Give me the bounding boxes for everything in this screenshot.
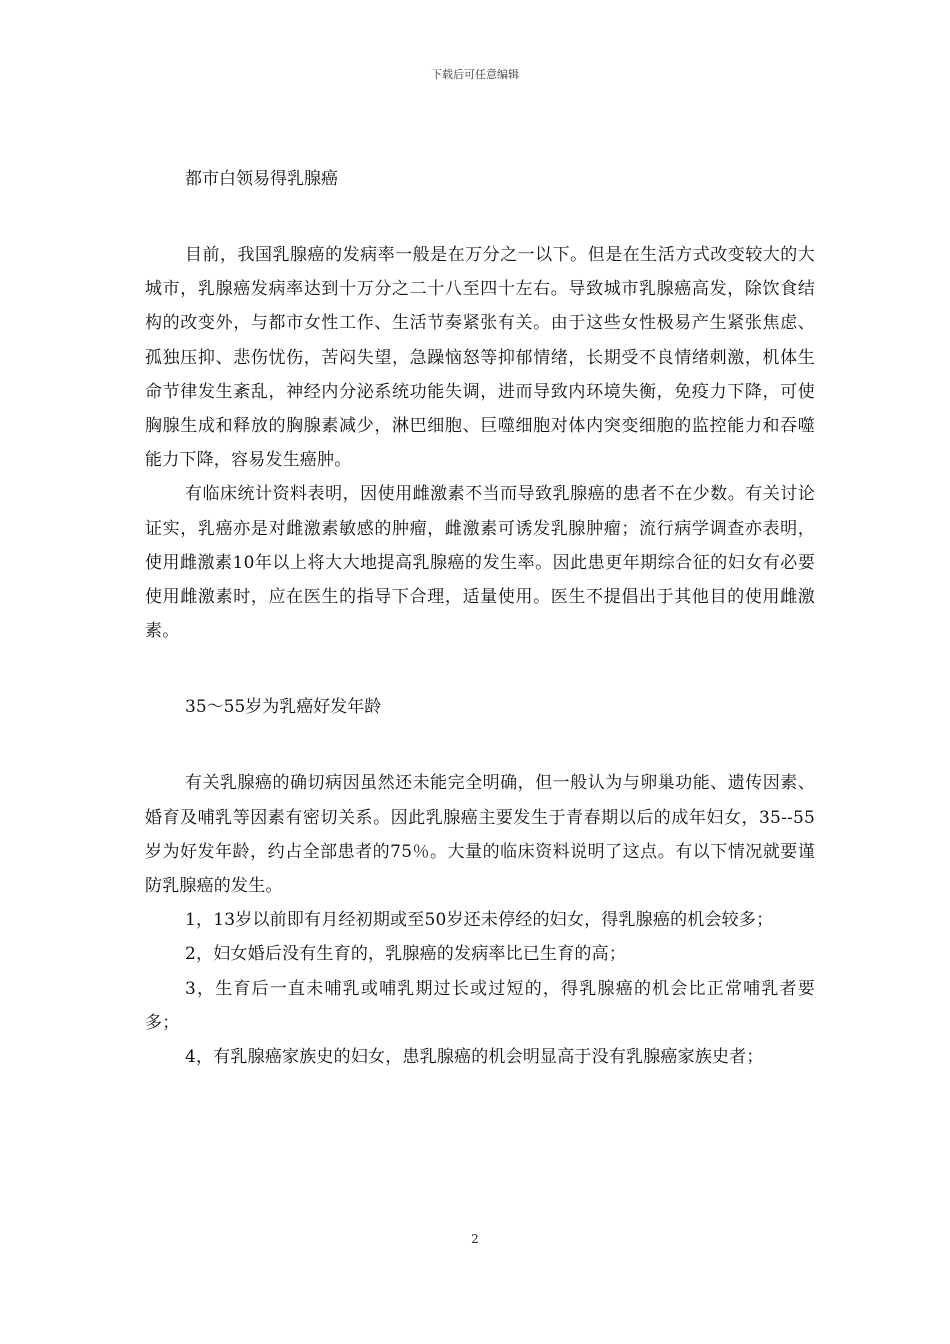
list-item: 2，妇女婚后没有生育的，乳腺癌的发病率比已生育的高； [185,944,627,965]
page-header: 下载后可任意编辑 [431,68,519,81]
list-item: 1，13岁以前即有月经初期或至50岁还未停经的妇女，得乳腺癌的机会较多； [185,910,774,931]
page-number: 2 [471,1232,479,1246]
paragraph: 有临床统计资料表明，因使用雌激素不当而导致乳腺癌的患者不在少数。有关讨论证实，乳癌亦是对雌激素敏感的肿瘤，雌激素可诱发乳腺肿瘤；流行病学调查亦表明，使用雌激素10年以上将大大地提高乳腺癌的发生率。因此患更年期综合征的妇女有必要使用雌激素时，应在医生的指导下合理，适量使用。医生不提倡出于其他目的使用雌激素。 [145,484,815,642]
paragraph: 目前，我国乳腺癌的发病率一般是在万分之一以下。但是在生活方式改变较大的大城市，乳腺癌发病率达到十万分之二十八至四十左右。导致城市乳腺癌高发，除饮食结构的改变外，与都市女性工作、生活节奏紧张有关。由于这些女性极易产生紧张焦虑、孤独压抑、悲伤忧伤，苦闷失望，急躁恼怒等抑郁情绪，长期受不良情绪刺激，机体生命节律发生紊乱，神经内分泌系统功能失调，进而导致内环境失衡，免疫力下降，可使胸腺生成和释放的胸腺素减少，淋巴细胞、巨噬细胞对体内突变细胞的监控能力和吞噬能力下降，容易发生癌肿。 [145,245,815,471]
section-heading-age-range: 35～55岁为乳癌好发年龄 [185,697,382,718]
paragraph: 有关乳腺癌的确切病因虽然还未能完全明确，但一般认为与卵巢功能、遗传因素、婚育及哺乳等因素有密切关系。因此乳腺癌主要发生于青春期以后的成年妇女，35--55岁为好发年龄，约占全部患者的75％。大量的临床资料说明了这点。有以下情况就要谨防乳腺癌的发生。 [145,773,815,897]
document-body [145,150,815,1074]
list-item: 3，生育后一直未哺乳或哺乳期过长或过短的，得乳腺癌的机会比正常哺乳者要多； [145,978,815,1033]
list-item: 4，有乳腺癌家族史的妇女，患乳腺癌的机会明显高于没有乳腺癌家族史者； [185,1047,764,1068]
section-heading-urban-women: 都市白领易得乳腺癌 [185,169,338,189]
